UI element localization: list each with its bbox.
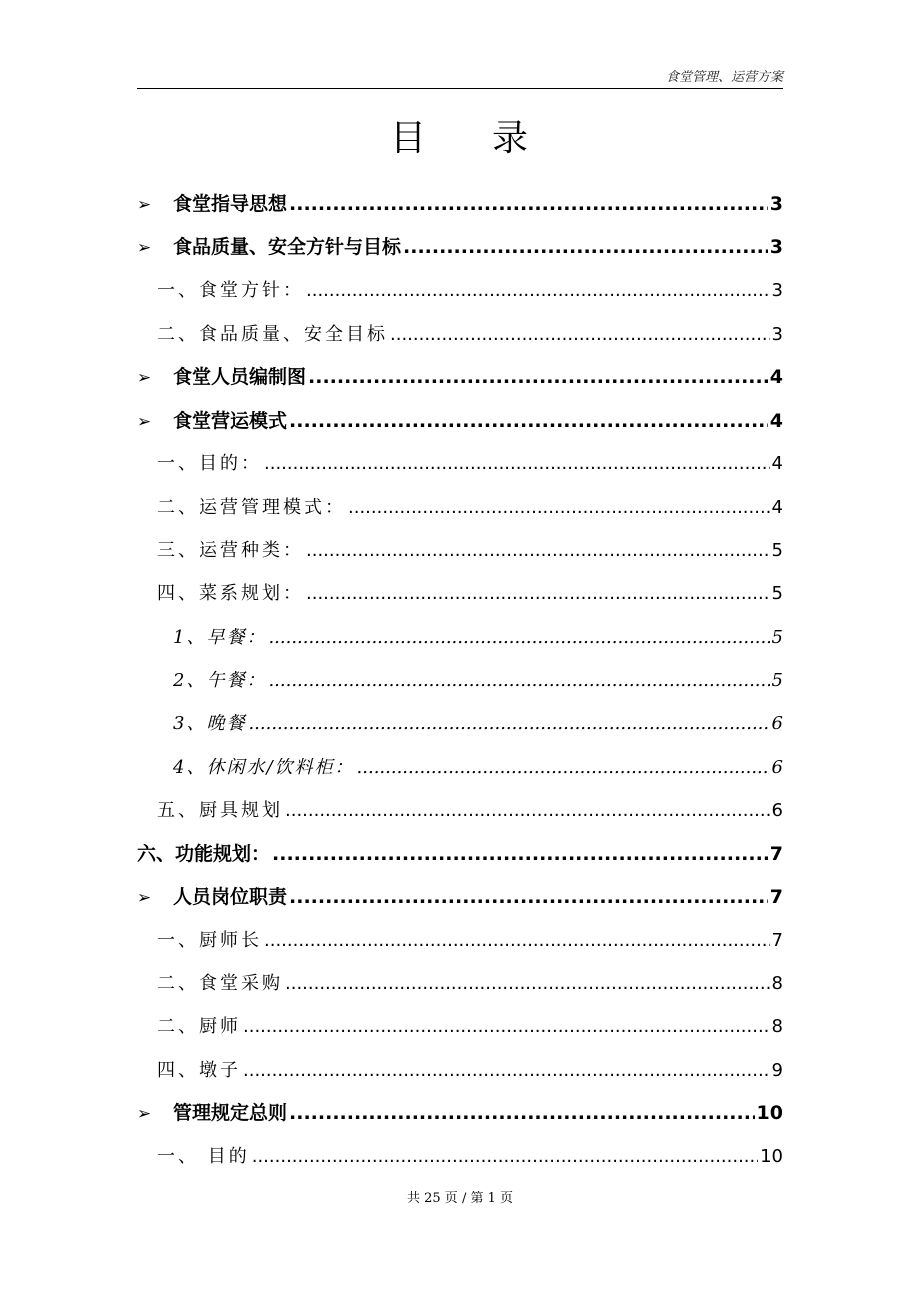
arrow-bullet-icon: ➢ (137, 368, 152, 389)
toc-entry-page: 8 (771, 972, 783, 994)
toc-entry[interactable] (137, 354, 783, 397)
leader-dots (357, 757, 770, 778)
leader-dots (403, 236, 768, 258)
toc-entry-label: 食堂指导思想 (173, 193, 288, 216)
toc-entry-page: 10 (760, 1146, 783, 1168)
toc-entry[interactable] (137, 701, 783, 744)
toc-entry-label: 二、运营管理模式： (157, 496, 346, 518)
toc-entry[interactable] (137, 830, 783, 873)
toc-entry-label: 食堂人员编制图 (173, 366, 307, 389)
toc-entry-page: 7 (769, 885, 783, 908)
leader-dots (390, 324, 770, 345)
toc-entry-page: 4 (769, 409, 783, 432)
leader-dots (306, 583, 770, 604)
toc-entry-label: 管理规定总则 (173, 1102, 288, 1125)
leader-dots (268, 627, 769, 648)
toc-entry-label: 六、功能规划： (137, 842, 271, 865)
toc-entry-page: 3 (769, 236, 783, 259)
arrow-bullet-icon: ➢ (137, 238, 152, 259)
toc-entry[interactable] (137, 1090, 783, 1133)
leader-dots (289, 1102, 755, 1124)
toc-entry[interactable] (137, 657, 783, 700)
leader-dots (289, 410, 768, 432)
toc-entry-page: 4 (771, 453, 783, 475)
toc-entry-label: 一、食堂方针： (157, 280, 304, 302)
toc-entry-page: 5 (771, 626, 783, 648)
leader-dots (308, 366, 768, 388)
toc-entry-page: 5 (771, 669, 783, 691)
toc-entry-label: 四、菜系规划： (157, 583, 304, 605)
leader-dots (306, 540, 770, 561)
toc-entry-label: 四、墩子 (157, 1059, 241, 1081)
toc-entry[interactable] (137, 1134, 783, 1177)
arrow-bullet-icon: ➢ (137, 411, 152, 432)
toc-entry-page: 6 (771, 756, 783, 778)
toc-entry-page: 5 (771, 583, 783, 605)
toc-entry-label: 二、厨师 (157, 1016, 241, 1038)
leader-dots (272, 843, 768, 865)
arrow-bullet-icon: ➢ (137, 195, 152, 216)
arrow-bullet-icon: ➢ (137, 887, 152, 908)
toc-entry[interactable] (137, 224, 783, 267)
leader-dots (268, 670, 769, 691)
table-of-contents (137, 181, 783, 1177)
toc-entry-label: 食品质量、安全方针与目标 (173, 236, 402, 259)
toc-entry[interactable] (137, 874, 783, 917)
toc-entry-label: 一、目的： (157, 453, 262, 475)
toc-entry[interactable] (137, 181, 783, 224)
toc-title (0, 110, 920, 161)
toc-entry-page: 10 (756, 1102, 783, 1125)
page-header (137, 62, 783, 89)
toc-entry-label: 二、食品质量、安全目标 (157, 323, 388, 345)
leader-dots (264, 453, 770, 474)
toc-entry[interactable] (137, 1047, 783, 1090)
toc-entry-page: 7 (769, 842, 783, 865)
leader-dots (289, 886, 768, 908)
toc-entry-label: 4、休闲水/饮料柜： (173, 756, 355, 778)
toc-entry[interactable] (137, 1004, 783, 1047)
toc-entry[interactable] (137, 484, 783, 527)
toc-entry[interactable] (137, 311, 783, 354)
toc-entry[interactable] (137, 268, 783, 311)
leader-dots (285, 800, 770, 821)
leader-dots (264, 930, 770, 951)
leader-dots (248, 713, 769, 734)
toc-entry-page: 4 (771, 496, 783, 518)
toc-entry-page: 8 (771, 1016, 783, 1038)
toc-entry-label: 一、 目的 (157, 1146, 250, 1168)
toc-entry-label: 2、午餐： (173, 669, 267, 691)
toc-entry-page: 7 (771, 929, 783, 951)
toc-entry[interactable] (137, 441, 783, 484)
toc-entry-label: 3、晚餐 (173, 713, 247, 735)
toc-entry-label: 一、厨师长 (157, 929, 262, 951)
title-char-1: 目 (389, 118, 428, 159)
header-title: 食堂管理、运营方案 (665, 70, 783, 85)
leader-dots (348, 497, 770, 518)
leader-dots (285, 973, 770, 994)
leader-dots (289, 193, 768, 215)
leader-dots (243, 1016, 770, 1037)
arrow-bullet-icon: ➢ (137, 1104, 152, 1125)
toc-entry[interactable] (137, 571, 783, 614)
toc-entry[interactable] (137, 917, 783, 960)
toc-entry[interactable] (137, 397, 783, 440)
leader-dots (306, 280, 770, 301)
toc-entry[interactable] (137, 960, 783, 1003)
toc-entry-page: 6 (771, 713, 783, 735)
toc-entry-page: 3 (771, 280, 783, 302)
toc-entry-label: 食堂营运模式 (173, 409, 288, 432)
toc-entry-label: 五、厨具规划 (157, 799, 283, 821)
toc-entry-label: 人员岗位职责 (173, 885, 288, 908)
toc-entry-page: 3 (771, 323, 783, 345)
page-footer: 共 25 页 / 第 1 页 (407, 1191, 513, 1206)
toc-entry-page: 5 (771, 540, 783, 562)
toc-entry-page: 3 (769, 193, 783, 216)
toc-entry-page: 9 (771, 1059, 783, 1081)
title-char-2: 录 (492, 118, 531, 159)
toc-entry-page: 6 (771, 799, 783, 821)
toc-entry[interactable] (137, 744, 783, 787)
toc-entry[interactable] (137, 614, 783, 657)
toc-entry-label: 二、食堂采购 (157, 972, 283, 994)
leader-dots (243, 1060, 770, 1081)
toc-entry-label: 1、早餐： (173, 626, 267, 648)
toc-entry-label: 三、运营种类： (157, 540, 304, 562)
toc-entry-page: 4 (769, 366, 783, 389)
leader-dots (252, 1146, 758, 1167)
toc-entry[interactable] (137, 527, 783, 570)
toc-entry[interactable] (137, 787, 783, 830)
